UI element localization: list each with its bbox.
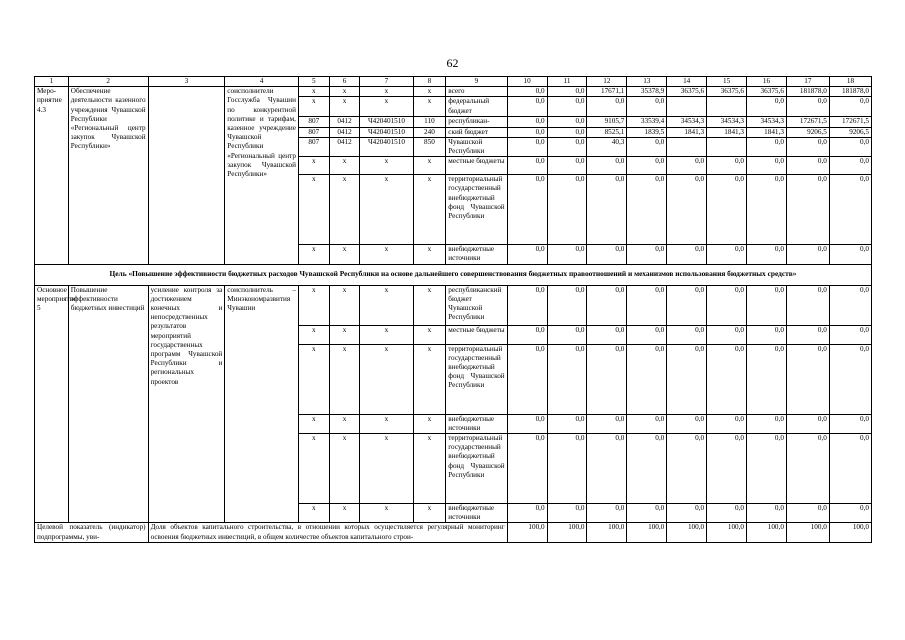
column-number: 14 (667, 77, 707, 87)
measure-code-cell: Меро-приятие 4.3 (35, 87, 69, 264)
grbs-code-cell: 807 (298, 127, 329, 137)
indicator-value: 100,0 (667, 523, 707, 542)
target-article-cell: х (360, 285, 413, 325)
value-cell: 0,0 (747, 137, 787, 156)
value-cell: 0,0 (587, 344, 627, 414)
value-cell: 0,0 (829, 157, 871, 175)
value-cell: 1839,5 (627, 127, 667, 137)
value-cell: 0,0 (829, 175, 871, 245)
value-cell: 0,0 (829, 434, 871, 504)
value-cell: 9105,7 (587, 117, 627, 127)
grbs-code-cell: 807 (298, 137, 329, 156)
target-article-cell: х (360, 87, 413, 97)
table-row (35, 87, 872, 97)
value-cell: 1841,3 (707, 127, 747, 137)
value-cell: 0,0 (587, 245, 627, 264)
value-cell: 0,0 (707, 434, 747, 504)
value-cell: 0,0 (829, 285, 871, 325)
value-cell: 0,0 (707, 245, 747, 264)
funding-source-cell: местные бюджеты (446, 325, 507, 344)
column-number: 1 (35, 77, 69, 87)
funding-source-cell: ский бюджет (446, 127, 507, 137)
value-cell (667, 137, 707, 156)
value-cell: 36375,6 (747, 87, 787, 97)
target-article-cell: х (360, 344, 413, 414)
section-code-cell: 0412 (329, 117, 360, 127)
expense-type-cell: 240 (413, 127, 446, 137)
indicator-text: Доля объектов капитального строительства, в отношении которых осуществляется регулярный мониторинг освоения бюджетных инвестиций, в общем количестве объектов капитального строи- (148, 523, 507, 542)
measure-code-cell: Основное мероприятие 5 (35, 285, 69, 523)
expense-type-cell: х (413, 285, 446, 325)
value-cell: 0,0 (747, 414, 787, 433)
value-cell: 181878,0 (829, 87, 871, 97)
value-cell: 0,0 (747, 434, 787, 504)
value-cell: 0,0 (786, 285, 829, 325)
value-cell: 0,0 (667, 325, 707, 344)
value-cell (667, 97, 707, 117)
value-cell: 0,0 (547, 175, 587, 245)
value-cell: 0,0 (587, 504, 627, 523)
value-cell: 0,0 (747, 344, 787, 414)
expense-type-cell: х (413, 245, 446, 264)
grbs-code-cell: х (298, 325, 329, 344)
funding-source-cell: Чувашской Республики (446, 137, 507, 156)
value-cell: 0,0 (667, 245, 707, 264)
section-code-cell: х (329, 245, 360, 264)
value-cell: 0,0 (707, 157, 747, 175)
expense-type-cell: х (413, 87, 446, 97)
grbs-code-cell: 807 (298, 117, 329, 127)
value-cell: 0,0 (786, 97, 829, 117)
value-cell: 0,0 (707, 344, 747, 414)
indicator-value: 100,0 (627, 523, 667, 542)
value-cell: 0,0 (587, 175, 627, 245)
funding-source-cell: внебюджетные источники (446, 414, 507, 433)
column-number: 2 (68, 77, 148, 87)
grbs-code-cell: х (298, 504, 329, 523)
page-number: 62 (446, 56, 459, 70)
expense-type-cell: х (413, 344, 446, 414)
grbs-code-cell: х (298, 434, 329, 504)
value-cell: 0,0 (507, 434, 547, 504)
section-code-cell: х (329, 414, 360, 433)
value-cell: 0,0 (547, 285, 587, 325)
value-cell: 0,0 (786, 157, 829, 175)
column-number: 15 (707, 77, 747, 87)
column-number: 13 (627, 77, 667, 87)
funding-source-cell: территориальный государственный внебюджетный фонд Чувашской Республики (446, 434, 507, 504)
section-code-cell: 0412 (329, 127, 360, 137)
value-cell: 0,0 (507, 245, 547, 264)
section-code-cell: х (329, 87, 360, 97)
value-cell: 0,0 (507, 344, 547, 414)
section-code-cell: х (329, 325, 360, 344)
value-cell: 0,0 (829, 325, 871, 344)
value-cell: 0,0 (547, 127, 587, 137)
value-cell: 0,0 (587, 434, 627, 504)
value-cell: 0,0 (747, 157, 787, 175)
indicator-value: 100,0 (747, 523, 787, 542)
measure-name-cell: Повышение эффективности бюджетных инвестиций (68, 285, 148, 523)
column-number: 12 (587, 77, 627, 87)
value-cell: 35378,9 (627, 87, 667, 97)
value-cell: 0,0 (547, 344, 587, 414)
value-cell: 0,0 (507, 137, 547, 156)
header-row (35, 77, 872, 87)
value-cell: 0,0 (507, 175, 547, 245)
value-cell: 0,0 (747, 325, 787, 344)
indicator-value: 100,0 (507, 523, 547, 542)
value-cell: 0,0 (747, 285, 787, 325)
value-cell: 0,0 (507, 97, 547, 117)
value-cell: 0,0 (507, 414, 547, 433)
value-cell: 0,0 (627, 175, 667, 245)
value-cell: 17671,1 (587, 87, 627, 97)
value-cell: 0,0 (547, 325, 587, 344)
column-number: 5 (298, 77, 329, 87)
value-cell: 0,0 (547, 87, 587, 97)
value-cell: 0,0 (747, 175, 787, 245)
value-cell: 0,0 (829, 137, 871, 156)
value-cell: 0,0 (829, 97, 871, 117)
expense-type-cell: 850 (413, 137, 446, 156)
value-cell: 0,0 (627, 137, 667, 156)
value-cell: 0,0 (507, 87, 547, 97)
value-cell: 0,0 (707, 175, 747, 245)
value-cell: 0,0 (547, 117, 587, 127)
column-number: 11 (547, 77, 587, 87)
value-cell: 8525,1 (587, 127, 627, 137)
value-cell: 36375,6 (667, 87, 707, 97)
value-cell: 181878,0 (786, 87, 829, 97)
value-cell: 1841,3 (667, 127, 707, 137)
funding-source-cell: внебюджетные источники (446, 504, 507, 523)
value-cell: 0,0 (627, 325, 667, 344)
value-cell (707, 97, 747, 117)
expense-type-cell: х (413, 97, 446, 117)
value-cell: 0,0 (507, 117, 547, 127)
section-code-cell: х (329, 285, 360, 325)
value-cell: 0,0 (627, 344, 667, 414)
indicator-value: 100,0 (587, 523, 627, 542)
executor-cell: соисполнитель – Минэкономразвития Чувашии (225, 285, 299, 523)
value-cell: 0,0 (667, 285, 707, 325)
target-article-cell: х (360, 245, 413, 264)
value-cell: 0,0 (786, 325, 829, 344)
measure-task-cell: усиление контроля за достижением конечных и непосредственных результатов мероприятий государственных программ Чувашской Республики и региональных проектов (148, 285, 225, 523)
grbs-code-cell: х (298, 175, 329, 245)
value-cell: 9206,5 (829, 127, 871, 137)
value-cell: 0,0 (627, 285, 667, 325)
value-cell: 0,0 (507, 157, 547, 175)
funding-source-cell: территориальный государственный внебюджетный фонд Чувашской Республики (446, 175, 507, 245)
value-cell: 0,0 (547, 414, 587, 433)
value-cell: 0,0 (547, 245, 587, 264)
target-article-cell: х (360, 504, 413, 523)
section-code-cell: х (329, 157, 360, 175)
value-cell: 0,0 (667, 434, 707, 504)
value-cell: 0,0 (786, 137, 829, 156)
value-cell: 0,0 (587, 97, 627, 117)
expense-type-cell: х (413, 434, 446, 504)
expense-type-cell: х (413, 325, 446, 344)
target-article-cell: х (360, 97, 413, 117)
target-article-cell: х (360, 157, 413, 175)
value-cell: 0,0 (507, 127, 547, 137)
value-cell: 0,0 (829, 245, 871, 264)
budget-table (34, 76, 872, 543)
section-code-cell: х (329, 434, 360, 504)
value-cell: 0,0 (786, 504, 829, 523)
target-article-cell: Ч420401510 (360, 117, 413, 127)
indicator-row (35, 523, 872, 542)
grbs-code-cell: х (298, 285, 329, 325)
section-code-cell: х (329, 175, 360, 245)
funding-source-cell: федеральный бюджет (446, 97, 507, 117)
funding-source-cell: территориальный государственный внебюджетный фонд Чувашской Республики (446, 344, 507, 414)
value-cell: 0,0 (747, 245, 787, 264)
indicator-value: 100,0 (547, 523, 587, 542)
measure-name-cell: Обеспечение деятельности казенного учреждения Чувашской Республики «Региональный центр закупок Чувашской Республики» (68, 87, 148, 264)
value-cell: 0,0 (786, 434, 829, 504)
value-cell: 0,0 (587, 285, 627, 325)
value-cell: 0,0 (547, 137, 587, 156)
value-cell: 0,0 (747, 504, 787, 523)
value-cell: 0,0 (547, 97, 587, 117)
grbs-code-cell: х (298, 157, 329, 175)
value-cell (707, 137, 747, 156)
value-cell: 0,0 (627, 245, 667, 264)
value-cell: 0,0 (587, 157, 627, 175)
grbs-code-cell: х (298, 245, 329, 264)
grbs-code-cell: х (298, 87, 329, 97)
value-cell: 0,0 (627, 157, 667, 175)
expense-type-cell: х (413, 414, 446, 433)
column-number: 16 (747, 77, 787, 87)
value-cell: 0,0 (707, 414, 747, 433)
value-cell: 0,0 (829, 504, 871, 523)
value-cell: 0,0 (707, 504, 747, 523)
column-number: 3 (148, 77, 225, 87)
target-article-cell: х (360, 325, 413, 344)
target-article-cell: Ч420401510 (360, 137, 413, 156)
target-article-cell: х (360, 434, 413, 504)
value-cell: 0,0 (786, 245, 829, 264)
value-cell: 0,0 (667, 344, 707, 414)
value-cell: 0,0 (786, 175, 829, 245)
value-cell: 1841,3 (747, 127, 787, 137)
column-number: 8 (413, 77, 446, 87)
value-cell: 0,0 (507, 504, 547, 523)
value-cell: 0,0 (627, 97, 667, 117)
funding-source-cell: местные бюджеты (446, 157, 507, 175)
measure-task-cell (148, 87, 225, 264)
indicator-label: Целевой показатель (индикатор) подпрограммы, уви- (35, 523, 149, 542)
value-cell: 36375,6 (707, 87, 747, 97)
indicator-value: 100,0 (786, 523, 829, 542)
funding-source-cell: республиканский бюджет Чувашской Республики (446, 285, 507, 325)
value-cell: 0,0 (786, 414, 829, 433)
value-cell: 0,0 (547, 434, 587, 504)
value-cell: 0,0 (587, 325, 627, 344)
grbs-code-cell: х (298, 414, 329, 433)
expense-type-cell: х (413, 175, 446, 245)
section-code-cell: х (329, 97, 360, 117)
indicator-value: 100,0 (707, 523, 747, 542)
value-cell: 0,0 (829, 344, 871, 414)
value-cell: 33539,4 (627, 117, 667, 127)
expense-type-cell: 110 (413, 117, 446, 127)
value-cell: 0,0 (507, 325, 547, 344)
table-row (35, 285, 872, 325)
value-cell: 0,0 (667, 157, 707, 175)
value-cell: 0,0 (627, 434, 667, 504)
section-code-cell: х (329, 504, 360, 523)
indicator-value: 100,0 (829, 523, 871, 542)
grbs-code-cell: х (298, 344, 329, 414)
value-cell: 172671,5 (829, 117, 871, 127)
value-cell: 0,0 (786, 344, 829, 414)
value-cell: 34534,3 (747, 117, 787, 127)
value-cell: 40,3 (587, 137, 627, 156)
expense-type-cell: х (413, 504, 446, 523)
target-article-cell: х (360, 175, 413, 245)
value-cell: 0,0 (547, 504, 587, 523)
value-cell: 34534,3 (707, 117, 747, 127)
value-cell: 0,0 (667, 175, 707, 245)
value-cell: 0,0 (667, 504, 707, 523)
grbs-code-cell: х (298, 97, 329, 117)
section-code-cell: 0412 (329, 137, 360, 156)
funding-source-cell: внебюджетные источники (446, 245, 507, 264)
value-cell: 34534,3 (667, 117, 707, 127)
section-code-cell: х (329, 344, 360, 414)
column-number: 10 (507, 77, 547, 87)
value-cell: 0,0 (587, 414, 627, 433)
value-cell: 0,0 (829, 414, 871, 433)
funding-source-cell: всего (446, 87, 507, 97)
value-cell: 0,0 (707, 285, 747, 325)
goal-heading: Цель «Повышение эффективности бюджетных расходов Чувашской Республики на основе дальнейшего совершенствования бюджетных правоотношений и механизмов использования бюджетных средств» (35, 264, 872, 285)
target-article-cell: х (360, 414, 413, 433)
value-cell: 0,0 (627, 504, 667, 523)
expense-type-cell: х (413, 157, 446, 175)
value-cell: 172671,5 (786, 117, 829, 127)
value-cell: 0,0 (707, 325, 747, 344)
executor-cell: соисполнители Госслужба Чувашии по конкурентной политике и тарифам, казенное учреждение Чувашской Республики «Региональный центр закупок Чувашской Республики» (225, 87, 299, 264)
value-cell: 0,0 (627, 414, 667, 433)
column-number: 6 (329, 77, 360, 87)
column-number: 18 (829, 77, 871, 87)
funding-source-cell: республикан- (446, 117, 507, 127)
value-cell: 9206,5 (786, 127, 829, 137)
value-cell: 0,0 (507, 285, 547, 325)
column-number: 4 (225, 77, 299, 87)
target-article-cell: Ч420401510 (360, 127, 413, 137)
goal-row (35, 264, 872, 285)
value-cell: 0,0 (547, 157, 587, 175)
value-cell: 0,0 (747, 97, 787, 117)
column-number: 9 (446, 77, 507, 87)
column-number: 7 (360, 77, 413, 87)
value-cell: 0,0 (667, 414, 707, 433)
column-number: 17 (786, 77, 829, 87)
